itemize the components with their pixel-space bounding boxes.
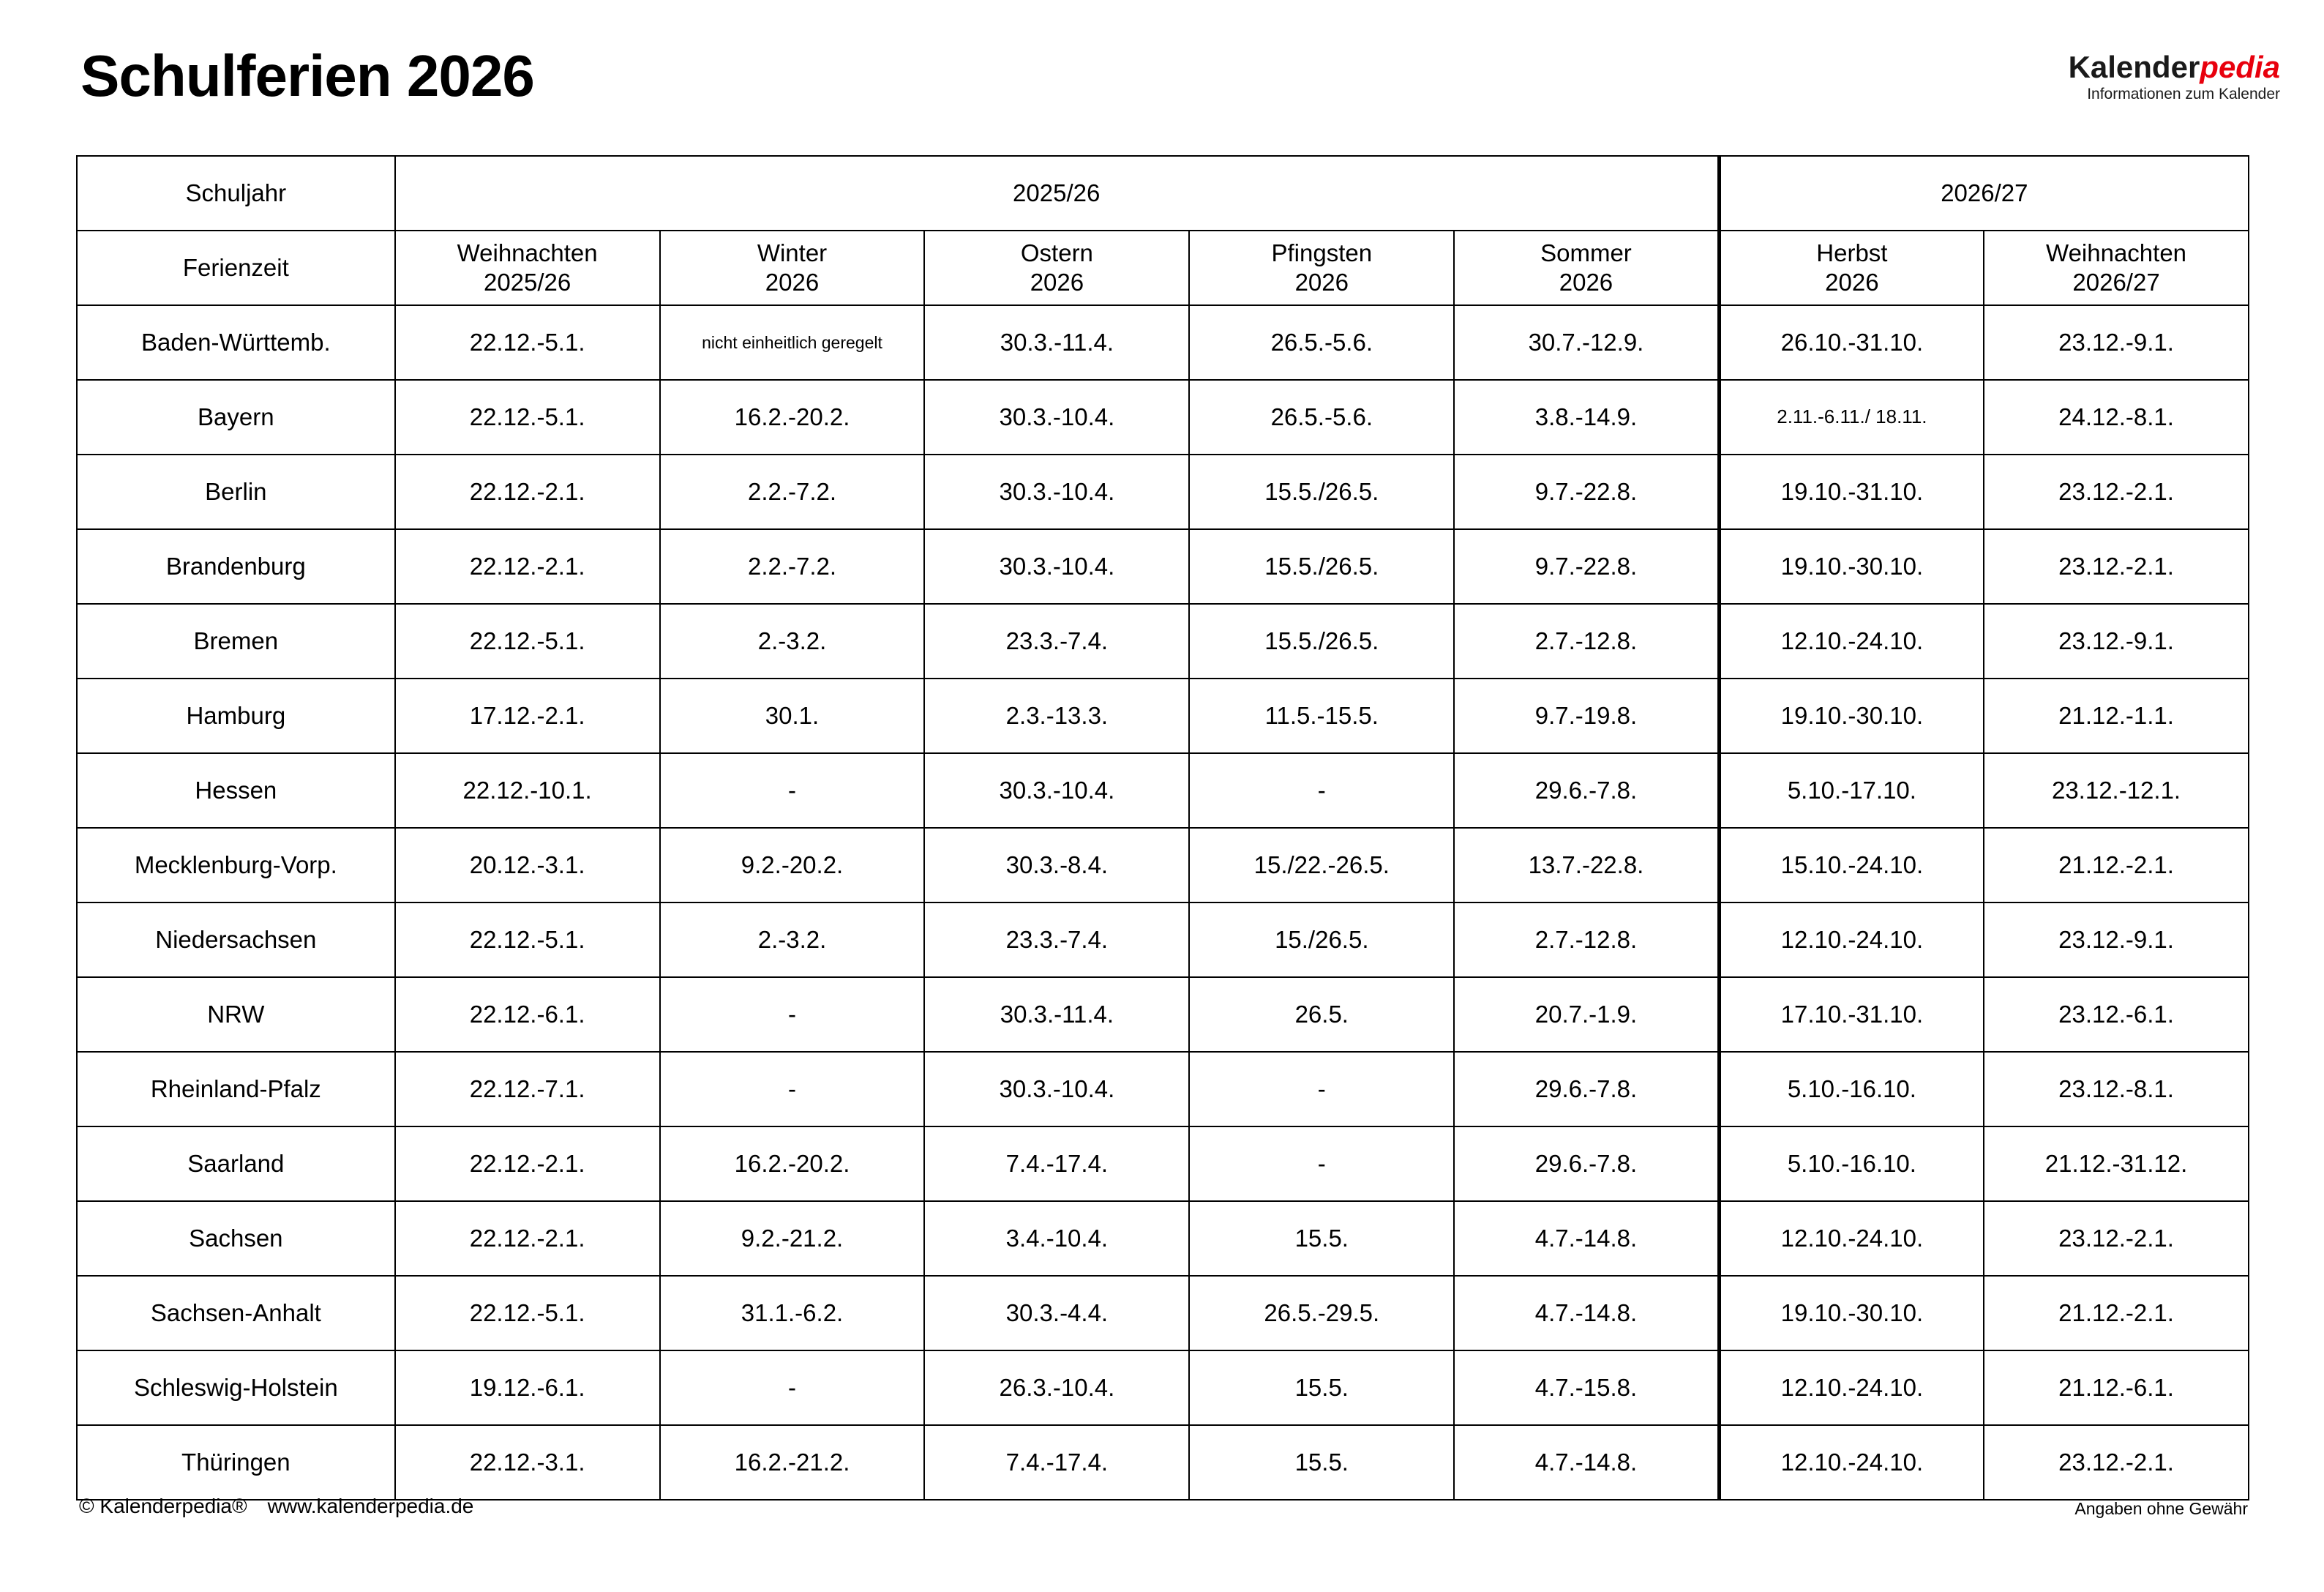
- holiday-date-cell: 4.7.-14.8.: [1454, 1425, 1719, 1500]
- holiday-date-cell: 21.12.-1.1.: [1984, 679, 2249, 753]
- holiday-date-cell: 16.2.-20.2.: [660, 380, 925, 455]
- holiday-date-cell: 2.-3.2.: [660, 902, 925, 977]
- table-row: [77, 828, 2249, 902]
- holiday-date-cell: 19.10.-30.10.: [1719, 1276, 1984, 1350]
- table-row: [77, 679, 2249, 753]
- holiday-date-cell: 5.10.-16.10.: [1719, 1052, 1984, 1126]
- holiday-date-cell: 12.10.-24.10.: [1719, 604, 1984, 679]
- holiday-date-cell: 30.3.-8.4.: [924, 828, 1189, 902]
- holiday-date-cell: 30.3.-10.4.: [924, 529, 1189, 604]
- holiday-date-cell: 30.1.: [660, 679, 925, 753]
- state-name-cell: Bayern: [77, 380, 395, 455]
- holiday-year: 2026/27: [2072, 269, 2160, 296]
- table-row: [77, 1425, 2249, 1500]
- header-year-group-2026-27: 2026/27: [1719, 156, 2249, 231]
- table-row: [77, 604, 2249, 679]
- holiday-date-cell: -: [660, 977, 925, 1052]
- brand-name: [2069, 51, 2280, 83]
- table-row: [77, 305, 2249, 380]
- table-row: [77, 529, 2249, 604]
- footer-disclaimer: Angaben ohne Gewähr: [2074, 1499, 2248, 1518]
- holiday-date-cell: 9.2.-20.2.: [660, 828, 925, 902]
- holiday-date-cell: 22.12.-10.1.: [395, 753, 660, 828]
- holiday-date-cell: 9.7.-22.8.: [1454, 455, 1719, 529]
- holiday-date-cell: 22.12.-5.1.: [395, 380, 660, 455]
- state-name-cell: Brandenburg: [77, 529, 395, 604]
- holiday-date-cell: 30.7.-12.9.: [1454, 305, 1719, 380]
- holiday-name: Weihnachten: [2046, 239, 2187, 266]
- table-row: [77, 455, 2249, 529]
- document-footer: [76, 1495, 2249, 1531]
- holiday-date-cell: 12.10.-24.10.: [1719, 1201, 1984, 1276]
- holiday-name: Ostern: [1020, 239, 1093, 266]
- holiday-date-cell: 26.5.: [1189, 977, 1454, 1052]
- holiday-date-cell: 19.10.-30.10.: [1719, 679, 1984, 753]
- holiday-date-cell: 2.7.-12.8.: [1454, 902, 1719, 977]
- holiday-date-cell: 2.3.-13.3.: [924, 679, 1189, 753]
- holiday-date-cell: 12.10.-24.10.: [1719, 902, 1984, 977]
- state-name-cell: Hessen: [77, 753, 395, 828]
- holiday-date-cell: 9.7.-19.8.: [1454, 679, 1719, 753]
- holiday-name: Winter: [757, 239, 828, 266]
- header-ferienzeit-label: Ferienzeit: [77, 231, 395, 305]
- holiday-date-cell: 30.3.-10.4.: [924, 380, 1189, 455]
- holiday-date-cell: 23.12.-9.1.: [1984, 604, 2249, 679]
- state-name-cell: NRW: [77, 977, 395, 1052]
- state-name-cell: Hamburg: [77, 679, 395, 753]
- holiday-date-cell: 23.12.-9.1.: [1984, 305, 2249, 380]
- holiday-date-cell: 2.2.-7.2.: [660, 455, 925, 529]
- holiday-date-cell: 2.-3.2.: [660, 604, 925, 679]
- holiday-date-cell: 19.12.-6.1.: [395, 1350, 660, 1425]
- holiday-date-cell: 23.12.-9.1.: [1984, 902, 2249, 977]
- holiday-date-cell: 11.5.-15.5.: [1189, 679, 1454, 753]
- state-name-cell: Sachsen: [77, 1201, 395, 1276]
- holiday-date-cell: 5.10.-17.10.: [1719, 753, 1984, 828]
- brand-tagline: Informationen zum Kalender: [2087, 86, 2280, 103]
- holiday-date-cell: 19.10.-31.10.: [1719, 455, 1984, 529]
- holiday-date-cell: 2.2.-7.2.: [660, 529, 925, 604]
- holiday-date-cell: 30.3.-11.4.: [924, 977, 1189, 1052]
- holiday-date-cell: 22.12.-6.1.: [395, 977, 660, 1052]
- state-name-cell: Thüringen: [77, 1425, 395, 1500]
- state-name-cell: Mecklenburg-Vorp.: [77, 828, 395, 902]
- table-row: [77, 1052, 2249, 1126]
- holiday-date-cell: 3.4.-10.4.: [924, 1201, 1189, 1276]
- holiday-date-cell: 17.10.-31.10.: [1719, 977, 1984, 1052]
- holiday-date-cell: -: [660, 1052, 925, 1126]
- holiday-date-cell: 15.5./26.5.: [1189, 455, 1454, 529]
- header-holiday-ostern-2026: [924, 231, 1189, 305]
- holiday-date-cell: 15.5.: [1189, 1425, 1454, 1500]
- holiday-date-cell: 23.12.-12.1.: [1984, 753, 2249, 828]
- holiday-date-cell: 9.7.-22.8.: [1454, 529, 1719, 604]
- holiday-date-cell: 31.1.-6.2.: [660, 1276, 925, 1350]
- document-header: [80, 29, 2280, 117]
- brand-logo: [2069, 51, 2280, 103]
- header-holiday-pfingsten-2026: [1189, 231, 1454, 305]
- state-name-cell: Saarland: [77, 1126, 395, 1201]
- holiday-name: Weihnachten: [457, 239, 598, 266]
- holiday-date-cell: 16.2.-21.2.: [660, 1425, 925, 1500]
- table-row: [77, 902, 2249, 977]
- header-holiday-winter-2026: [660, 231, 925, 305]
- table-row: [77, 1350, 2249, 1425]
- holiday-date-cell: 21.12.-31.12.: [1984, 1126, 2249, 1201]
- holiday-date-cell: 20.7.-1.9.: [1454, 977, 1719, 1052]
- holiday-date-cell: 22.12.-5.1.: [395, 902, 660, 977]
- holiday-year: 2026: [765, 269, 820, 296]
- state-name-cell: Sachsen-Anhalt: [77, 1276, 395, 1350]
- state-name-cell: Baden-Württemb.: [77, 305, 395, 380]
- holiday-date-cell: 22.12.-7.1.: [395, 1052, 660, 1126]
- holiday-date-cell: 26.10.-31.10.: [1719, 305, 1984, 380]
- holiday-date-cell: 15./26.5.: [1189, 902, 1454, 977]
- holiday-date-cell: 22.12.-5.1.: [395, 604, 660, 679]
- holiday-date-cell: 7.4.-17.4.: [924, 1126, 1189, 1201]
- holiday-date-cell: 30.3.-11.4.: [924, 305, 1189, 380]
- holiday-date-cell: -: [660, 1350, 925, 1425]
- table-header-row-ferienzeit: [77, 231, 2249, 305]
- table-row: [77, 977, 2249, 1052]
- holiday-date-cell: 4.7.-15.8.: [1454, 1350, 1719, 1425]
- holiday-date-cell: 19.10.-30.10.: [1719, 529, 1984, 604]
- table-head: [77, 156, 2249, 305]
- holiday-date-cell: 30.3.-4.4.: [924, 1276, 1189, 1350]
- holiday-date-cell: 22.12.-2.1.: [395, 1126, 660, 1201]
- holiday-date-cell: 2.11.-6.11./ 18.11.: [1719, 380, 1984, 455]
- table-header-row-schuljahr: [77, 156, 2249, 231]
- holiday-date-cell: 9.2.-21.2.: [660, 1201, 925, 1276]
- header-schuljahr-label: Schuljahr: [77, 156, 395, 231]
- holiday-date-cell: 15./22.-26.5.: [1189, 828, 1454, 902]
- holiday-year: 2026: [1030, 269, 1084, 296]
- holiday-name: Herbst: [1816, 239, 1888, 266]
- holiday-date-cell: 23.3.-7.4.: [924, 604, 1189, 679]
- header-holiday-herbst-2026: [1719, 231, 1984, 305]
- footer-website[interactable]: www.kalenderpedia.de: [267, 1495, 474, 1517]
- header-year-group-2025-26: 2025/26: [395, 156, 1720, 231]
- holiday-date-cell: nicht einheitlich geregelt: [660, 305, 925, 380]
- holiday-date-cell: 22.12.-5.1.: [395, 1276, 660, 1350]
- state-name-cell: Bremen: [77, 604, 395, 679]
- holiday-date-cell: 26.3.-10.4.: [924, 1350, 1189, 1425]
- header-holiday-weihnachten-2026-27: [1984, 231, 2249, 305]
- state-name-cell: Rheinland-Pfalz: [77, 1052, 395, 1126]
- holiday-date-cell: 4.7.-14.8.: [1454, 1201, 1719, 1276]
- holiday-date-cell: 4.7.-14.8.: [1454, 1276, 1719, 1350]
- holiday-date-cell: 21.12.-2.1.: [1984, 1276, 2249, 1350]
- holiday-date-cell: 5.10.-16.10.: [1719, 1126, 1984, 1201]
- school-holidays-table: [76, 155, 2249, 1501]
- holiday-date-cell: 23.12.-2.1.: [1984, 529, 2249, 604]
- brand-name-part1: Kalender: [2068, 50, 2200, 84]
- holiday-date-cell: 29.6.-7.8.: [1454, 1126, 1719, 1201]
- holiday-year: 2025/26: [483, 269, 571, 296]
- holiday-date-cell: 20.12.-3.1.: [395, 828, 660, 902]
- holiday-date-cell: 23.3.-7.4.: [924, 902, 1189, 977]
- holiday-date-cell: -: [1189, 1126, 1454, 1201]
- holiday-date-cell: 17.12.-2.1.: [395, 679, 660, 753]
- brand-name-part2: pedia: [2200, 50, 2280, 84]
- footer-credits: [79, 1495, 473, 1518]
- holiday-date-cell: 23.12.-8.1.: [1984, 1052, 2249, 1126]
- holiday-date-cell: 26.5.-5.6.: [1189, 380, 1454, 455]
- holiday-date-cell: 12.10.-24.10.: [1719, 1425, 1984, 1500]
- holiday-date-cell: 23.12.-2.1.: [1984, 1201, 2249, 1276]
- state-name-cell: Schleswig-Holstein: [77, 1350, 395, 1425]
- state-name-cell: Berlin: [77, 455, 395, 529]
- header-holiday-sommer-2026: [1454, 231, 1719, 305]
- table-row: [77, 1201, 2249, 1276]
- holiday-date-cell: 21.12.-6.1.: [1984, 1350, 2249, 1425]
- holiday-date-cell: 2.7.-12.8.: [1454, 604, 1719, 679]
- state-name-cell: Niedersachsen: [77, 902, 395, 977]
- holiday-date-cell: 29.6.-7.8.: [1454, 753, 1719, 828]
- holiday-date-cell: -: [660, 753, 925, 828]
- footer-copyright: © Kalenderpedia®: [79, 1495, 247, 1517]
- holiday-date-cell: 22.12.-2.1.: [395, 1201, 660, 1276]
- holiday-date-cell: 13.7.-22.8.: [1454, 828, 1719, 902]
- table-row: [77, 753, 2249, 828]
- holiday-date-cell: 30.3.-10.4.: [924, 455, 1189, 529]
- holiday-date-cell: 15.5.: [1189, 1350, 1454, 1425]
- table-row: [77, 1276, 2249, 1350]
- holiday-date-cell: 3.8.-14.9.: [1454, 380, 1719, 455]
- holiday-date-cell: 22.12.-2.1.: [395, 455, 660, 529]
- holiday-date-cell: 15.5./26.5.: [1189, 529, 1454, 604]
- holiday-date-cell: 23.12.-6.1.: [1984, 977, 2249, 1052]
- holiday-name: Sommer: [1540, 239, 1632, 266]
- table-body: [77, 305, 2249, 1500]
- holiday-year: 2026: [1294, 269, 1349, 296]
- holiday-date-cell: 23.12.-2.1.: [1984, 455, 2249, 529]
- page-title: Schulferien 2026: [80, 43, 534, 108]
- holiday-date-cell: 15.5.: [1189, 1201, 1454, 1276]
- holiday-date-cell: -: [1189, 753, 1454, 828]
- holiday-date-cell: 16.2.-20.2.: [660, 1126, 925, 1201]
- header-holiday-weihnachten-2025-26: [395, 231, 660, 305]
- holiday-year: 2026: [1559, 269, 1613, 296]
- holiday-date-cell: 15.5./26.5.: [1189, 604, 1454, 679]
- holiday-date-cell: 26.5.-29.5.: [1189, 1276, 1454, 1350]
- holiday-date-cell: 22.12.-3.1.: [395, 1425, 660, 1500]
- holiday-date-cell: 26.5.-5.6.: [1189, 305, 1454, 380]
- holiday-date-cell: 24.12.-8.1.: [1984, 380, 2249, 455]
- holiday-date-cell: -: [1189, 1052, 1454, 1126]
- holiday-date-cell: 21.12.-2.1.: [1984, 828, 2249, 902]
- holiday-date-cell: 15.10.-24.10.: [1719, 828, 1984, 902]
- holiday-date-cell: 30.3.-10.4.: [924, 1052, 1189, 1126]
- holiday-date-cell: 30.3.-10.4.: [924, 753, 1189, 828]
- holiday-name: Pfingsten: [1271, 239, 1373, 266]
- table-row: [77, 1126, 2249, 1201]
- holiday-date-cell: 23.12.-2.1.: [1984, 1425, 2249, 1500]
- holiday-year: 2026: [1825, 269, 1879, 296]
- holiday-date-cell: 7.4.-17.4.: [924, 1425, 1189, 1500]
- holiday-date-cell: 22.12.-5.1.: [395, 305, 660, 380]
- table-row: [77, 380, 2249, 455]
- holiday-date-cell: 29.6.-7.8.: [1454, 1052, 1719, 1126]
- holiday-date-cell: 22.12.-2.1.: [395, 529, 660, 604]
- holiday-date-cell: 12.10.-24.10.: [1719, 1350, 1984, 1425]
